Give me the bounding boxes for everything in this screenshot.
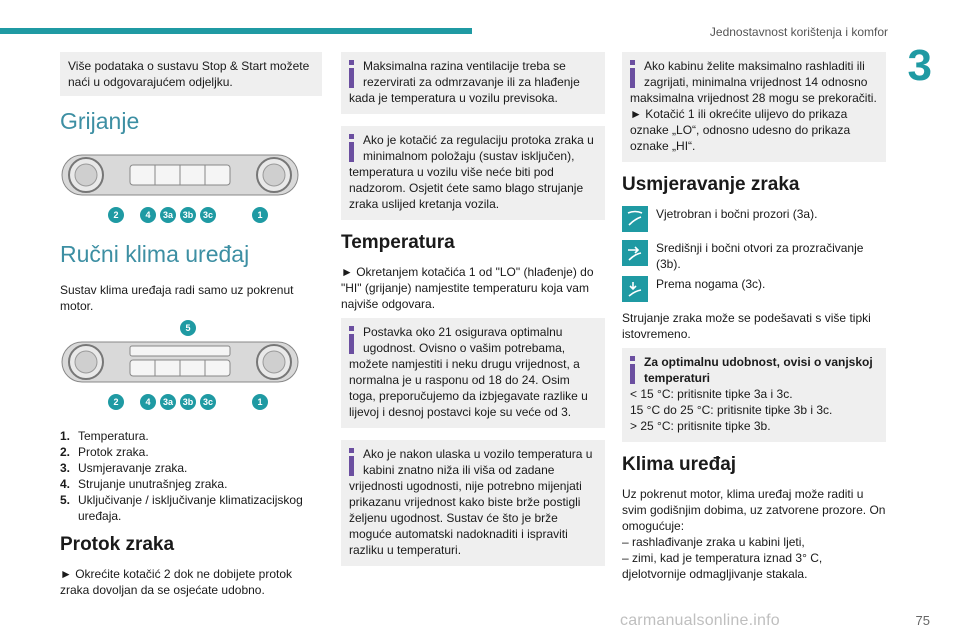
header-accent-bar bbox=[0, 28, 472, 34]
callout-badge: 3b bbox=[180, 394, 196, 410]
callout-badge: 3c bbox=[200, 394, 216, 410]
info-text: Maksimalna razina ventilacije treba se rezervirati za odmrzavanje ili za hlađenje kada je temperatura u vozilu previsoka. bbox=[349, 59, 580, 105]
info-box bbox=[341, 126, 605, 220]
info-icon bbox=[349, 326, 354, 354]
callout-badge: 2 bbox=[108, 394, 124, 410]
heading-protok-zraka: Protok zraka bbox=[60, 534, 175, 555]
rucni-text: Sustav klima uređaja radi samo uz pokrenut motor. bbox=[60, 283, 294, 313]
heading-grijanje: Grijanje bbox=[60, 108, 140, 134]
info-icon bbox=[630, 356, 635, 384]
panel1-callouts bbox=[60, 207, 322, 227]
heading-rucni-klima: Ručni klima uređaj bbox=[60, 241, 250, 267]
info-text: ► Kotačić 1 ili okrećite ulijevo do prikaza oznake „LO“, odnosno udesno do prikaza oznake „HI“. bbox=[630, 107, 851, 153]
heading-usmjeravanje: Usmjeravanje zraka bbox=[622, 174, 800, 195]
windscreen-air-icon bbox=[622, 206, 648, 232]
info-icon bbox=[349, 134, 354, 162]
chapter-number: 3 bbox=[907, 41, 932, 90]
air-text: Prema nogama (3c). bbox=[656, 277, 766, 291]
feet-air-icon bbox=[622, 276, 648, 302]
temp-text: ► Okretanjem kotačića 1 od "LO" (hlađenje) do "HI" (grijanje) namjestite temperaturu koja vam najviše odgovara. bbox=[341, 265, 594, 311]
info-line: > 25 °C: pritisnite tipke 3b. bbox=[630, 419, 771, 433]
vent-air-icon bbox=[622, 240, 648, 266]
callout-badge: 3b bbox=[180, 207, 196, 223]
klima-line: – zimi, kad je temperatura iznad 3° C, djelotvornije odmagljivanje stakala. bbox=[622, 551, 823, 581]
info-text: Ako je nakon ulaska u vozilo temperatura u kabini znatno niža ili viša od zadane vrijednosti ugodnosti, nije potrebno mijenjati prikazanu vrijednost kako biste brže postigli željenu ugodnost. Sustav će što je brže moguće automatski nadoknaditi i ispraviti razliku u temperaturi. bbox=[349, 447, 593, 557]
info-icon bbox=[349, 448, 354, 476]
info-box bbox=[341, 52, 605, 114]
callout-badge: 1 bbox=[252, 394, 268, 410]
heading-klima-uredaj: Klima uređaj bbox=[622, 454, 737, 475]
list-item: 2. Protok zraka. bbox=[60, 445, 149, 459]
list-item: 3. Usmjeravanje zraka. bbox=[60, 461, 188, 475]
klima-line: – rashlađivanje zraka u kabini ljeti, bbox=[622, 535, 805, 549]
column-2 bbox=[341, 52, 605, 578]
callout-badge: 5 bbox=[180, 320, 196, 336]
klima-text: Uz pokrenut motor, klima uređaj može raditi u svim godišnjim dobima, uz zatvorene prozore. On omogućuje: bbox=[622, 487, 886, 533]
stop-start-note bbox=[60, 52, 322, 96]
air-direction-row bbox=[622, 206, 886, 232]
info-box bbox=[341, 440, 605, 566]
info-text: Ako je kotačić za regulaciju protoka zraka u minimalnom položaju (sustav isključen), temperatura u vozilu više neće biti pod nadzorom. Osjetit ćete samo blago strujanje zraka uslijed kretanja vozila. bbox=[349, 133, 594, 211]
heading-temperatura: Temperatura bbox=[341, 232, 455, 253]
panel2-callouts bbox=[60, 394, 322, 414]
column-3 bbox=[622, 52, 886, 588]
usmj-text: Strujanje zraka može se podešavati s više tipki istovremeno. bbox=[622, 311, 871, 341]
page-number: 75 bbox=[915, 613, 930, 628]
callout-badge: 2 bbox=[108, 207, 124, 223]
info-line: < 15 °C: pritisnite tipke 3a i 3c. bbox=[630, 387, 793, 401]
callout-badge: 3a bbox=[160, 207, 176, 223]
callout-badge: 4 bbox=[140, 207, 156, 223]
callout-badge: 3c bbox=[200, 207, 216, 223]
column-1 bbox=[60, 52, 322, 604]
callout-badge: 1 bbox=[252, 207, 268, 223]
info-text: Ako kabinu želite maksimalno rashladiti ili zagrijati, minimalna vrijednost 14 odnosno maksimalna vrijednost 28 mogu se prekoračiti. bbox=[630, 59, 877, 105]
info-box bbox=[622, 52, 886, 162]
panel2-top-callout bbox=[60, 320, 322, 336]
note-text: Više podataka o sustavu Stop & Start možete naći u odgovarajućem odjeljku. bbox=[68, 59, 310, 89]
list-item: 5. Uključivanje / isključivanje klimatizacijskog uređaja. bbox=[60, 493, 303, 523]
info-text: Postavka oko 21 osigurava optimalnu ugodnost. Ovisno o vašim potrebama, možete namjestiti i neku drugu vrijednost, a normalna je u rasponu od 18 do 24. Osim toga, preporučujemo da izbjegavate razlike u lijevoj i desnoj postavci koje su veće od 3. bbox=[349, 325, 588, 419]
air-direction-row bbox=[622, 276, 886, 302]
callout-badge: 3a bbox=[160, 394, 176, 410]
info-line: 15 °C do 25 °C: pritisnite tipke 3b i 3c. bbox=[630, 403, 833, 417]
air-text: Vjetrobran i bočni prozori (3a). bbox=[656, 207, 818, 221]
info-icon bbox=[630, 60, 635, 88]
info-title: Za optimalnu udobnost, ovisi o vanjskoj temperaturi bbox=[644, 355, 873, 385]
air-direction-row bbox=[622, 240, 886, 272]
info-icon bbox=[349, 60, 354, 88]
info-box bbox=[341, 318, 605, 428]
info-box bbox=[622, 348, 886, 442]
manual-ac-panel-image bbox=[60, 336, 300, 390]
air-text: Središnji i bočni otvori za prozračivanje (3b). bbox=[656, 241, 864, 271]
protok-text: ► Okrećite kotačić 2 dok ne dobijete protok zraka dovoljan da se osjećate udobno. bbox=[60, 567, 292, 597]
list-item: 1. Temperatura. bbox=[60, 429, 149, 443]
watermark: carmanualsonline.info bbox=[620, 612, 780, 629]
legend-list bbox=[60, 428, 322, 524]
heating-control-panel-image bbox=[60, 149, 300, 203]
callout-badge: 4 bbox=[140, 394, 156, 410]
list-item: 4. Strujanje unutrašnjeg zraka. bbox=[60, 477, 228, 491]
section-title: Jednostavnost korištenja i komfor bbox=[709, 25, 888, 39]
